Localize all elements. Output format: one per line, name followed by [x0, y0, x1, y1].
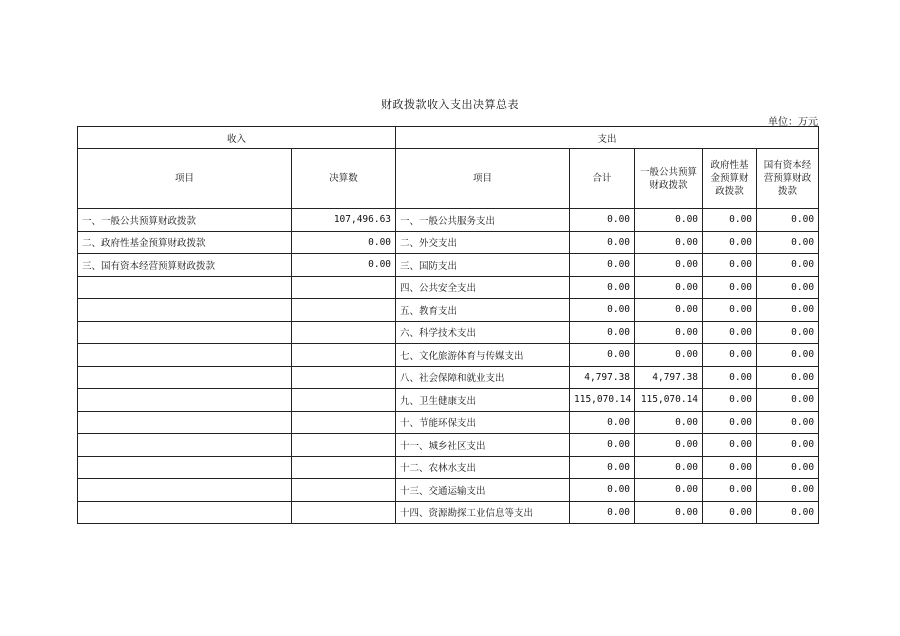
general-budget-cell: 0.00 [635, 321, 703, 344]
expense-item-cell: 四、公共安全支出 [396, 276, 570, 299]
income-item-cell [78, 344, 292, 367]
table-row [78, 389, 819, 412]
gov-fund-cell: 0.00 [703, 389, 757, 412]
income-amount-cell [292, 456, 396, 479]
expense-item-cell: 十一、城乡社区支出 [396, 434, 570, 457]
state-capital-cell: 0.00 [757, 209, 819, 232]
general-budget-cell: 0.00 [635, 299, 703, 322]
state-capital-cell: 0.00 [757, 434, 819, 457]
col-header-expense-item: 项目 [396, 149, 570, 209]
total-cell: 0.00 [570, 209, 635, 232]
table-row [78, 321, 819, 344]
col-header-state-capital: 国有资本经营预算财政拨款 [757, 149, 819, 209]
state-capital-cell: 0.00 [757, 321, 819, 344]
state-capital-cell: 0.00 [757, 411, 819, 434]
gov-fund-cell: 0.00 [703, 434, 757, 457]
general-budget-cell: 0.00 [635, 456, 703, 479]
general-budget-cell: 115,070.14 [635, 389, 703, 412]
col-header-total: 合计 [570, 149, 635, 209]
general-budget-cell: 0.00 [635, 231, 703, 254]
income-amount-cell [292, 501, 396, 524]
total-cell: 0.00 [570, 321, 635, 344]
income-amount-cell [292, 366, 396, 389]
general-budget-cell: 4,797.38 [635, 366, 703, 389]
expense-item-cell: 十、节能环保支出 [396, 411, 570, 434]
income-amount-cell [292, 411, 396, 434]
gov-fund-cell: 0.00 [703, 411, 757, 434]
expense-item-cell: 九、卫生健康支出 [396, 389, 570, 412]
general-budget-cell: 0.00 [635, 434, 703, 457]
section-header-row [78, 127, 819, 149]
gov-fund-cell: 0.00 [703, 456, 757, 479]
gov-fund-cell: 0.00 [703, 479, 757, 502]
general-budget-cell: 0.00 [635, 411, 703, 434]
income-item-cell [78, 321, 292, 344]
col-header-general-budget: 一般公共预算财政拨款 [635, 149, 703, 209]
expense-item-cell: 六、科学技术支出 [396, 321, 570, 344]
total-cell: 0.00 [570, 276, 635, 299]
expense-item-cell: 一、一般公共服务支出 [396, 209, 570, 232]
expense-item-cell: 八、社会保障和就业支出 [396, 366, 570, 389]
income-amount-cell [292, 389, 396, 412]
total-cell: 4,797.38 [570, 366, 635, 389]
state-capital-cell: 0.00 [757, 299, 819, 322]
income-item-cell [78, 479, 292, 502]
income-amount-cell: 0.00 [292, 254, 396, 277]
table-row [78, 501, 819, 524]
income-item-cell: 二、政府性基金预算财政拨款 [78, 231, 292, 254]
col-header-gov-fund: 政府性基金预算财政拨款 [703, 149, 757, 209]
income-amount-cell [292, 344, 396, 367]
table-row [78, 479, 819, 502]
state-capital-cell: 0.00 [757, 231, 819, 254]
income-item-cell: 一、一般公共预算财政拨款 [78, 209, 292, 232]
table-row [78, 299, 819, 322]
table-row [78, 209, 819, 232]
gov-fund-cell: 0.00 [703, 321, 757, 344]
table-row [78, 254, 819, 277]
income-item-cell [78, 434, 292, 457]
expense-item-cell: 十三、交通运输支出 [396, 479, 570, 502]
gov-fund-cell: 0.00 [703, 209, 757, 232]
total-cell: 0.00 [570, 411, 635, 434]
gov-fund-cell: 0.00 [703, 276, 757, 299]
state-capital-cell: 0.00 [757, 479, 819, 502]
state-capital-cell: 0.00 [757, 344, 819, 367]
state-capital-cell: 0.00 [757, 366, 819, 389]
income-amount-cell: 0.00 [292, 231, 396, 254]
table-row [78, 366, 819, 389]
expense-item-cell: 七、文化旅游体育与传媒支出 [396, 344, 570, 367]
total-cell: 0.00 [570, 434, 635, 457]
general-budget-cell: 0.00 [635, 254, 703, 277]
general-budget-cell: 0.00 [635, 276, 703, 299]
gov-fund-cell: 0.00 [703, 299, 757, 322]
general-budget-cell: 0.00 [635, 344, 703, 367]
income-item-cell [78, 276, 292, 299]
total-cell: 0.00 [570, 299, 635, 322]
income-item-cell [78, 299, 292, 322]
table-row [78, 231, 819, 254]
income-item-cell: 三、国有资本经营预算财政拨款 [78, 254, 292, 277]
income-amount-cell: 107,496.63 [292, 209, 396, 232]
income-item-cell [78, 411, 292, 434]
general-budget-cell: 0.00 [635, 501, 703, 524]
gov-fund-cell: 0.00 [703, 254, 757, 277]
general-budget-cell: 0.00 [635, 479, 703, 502]
expense-item-cell: 二、外交支出 [396, 231, 570, 254]
income-amount-cell [292, 479, 396, 502]
income-amount-cell [292, 299, 396, 322]
total-cell: 0.00 [570, 479, 635, 502]
state-capital-cell: 0.00 [757, 501, 819, 524]
total-cell: 0.00 [570, 231, 635, 254]
gov-fund-cell: 0.00 [703, 231, 757, 254]
income-item-cell [78, 456, 292, 479]
table-row [78, 456, 819, 479]
expense-item-cell: 十四、资源勘探工业信息等支出 [396, 501, 570, 524]
state-capital-cell: 0.00 [757, 254, 819, 277]
column-header-row [78, 149, 819, 209]
total-cell: 0.00 [570, 254, 635, 277]
income-item-cell [78, 501, 292, 524]
income-item-cell [78, 366, 292, 389]
col-header-income-amount: 决算数 [292, 149, 396, 209]
expense-item-cell: 十二、农林水支出 [396, 456, 570, 479]
state-capital-cell: 0.00 [757, 456, 819, 479]
expense-item-cell: 三、国防支出 [396, 254, 570, 277]
income-amount-cell [292, 321, 396, 344]
income-amount-cell [292, 434, 396, 457]
table-row [78, 276, 819, 299]
col-header-income-item: 项目 [78, 149, 292, 209]
state-capital-cell: 0.00 [757, 276, 819, 299]
total-cell: 0.00 [570, 501, 635, 524]
total-cell: 0.00 [570, 456, 635, 479]
expense-section-header: 支出 [396, 127, 819, 149]
table-row [78, 344, 819, 367]
state-capital-cell: 0.00 [757, 389, 819, 412]
total-cell: 115,070.14 [570, 389, 635, 412]
income-section-header: 收入 [78, 127, 396, 149]
income-item-cell [78, 389, 292, 412]
expense-item-cell: 五、教育支出 [396, 299, 570, 322]
total-cell: 0.00 [570, 344, 635, 367]
table-row [78, 434, 819, 457]
gov-fund-cell: 0.00 [703, 344, 757, 367]
unit-label: 单位：万元 [768, 117, 818, 128]
gov-fund-cell: 0.00 [703, 501, 757, 524]
gov-fund-cell: 0.00 [703, 366, 757, 389]
report-title: 财政拨款收入支出决算总表 [381, 98, 519, 111]
table-row [78, 411, 819, 434]
general-budget-cell: 0.00 [635, 209, 703, 232]
income-amount-cell [292, 276, 396, 299]
budget-table [77, 126, 819, 524]
